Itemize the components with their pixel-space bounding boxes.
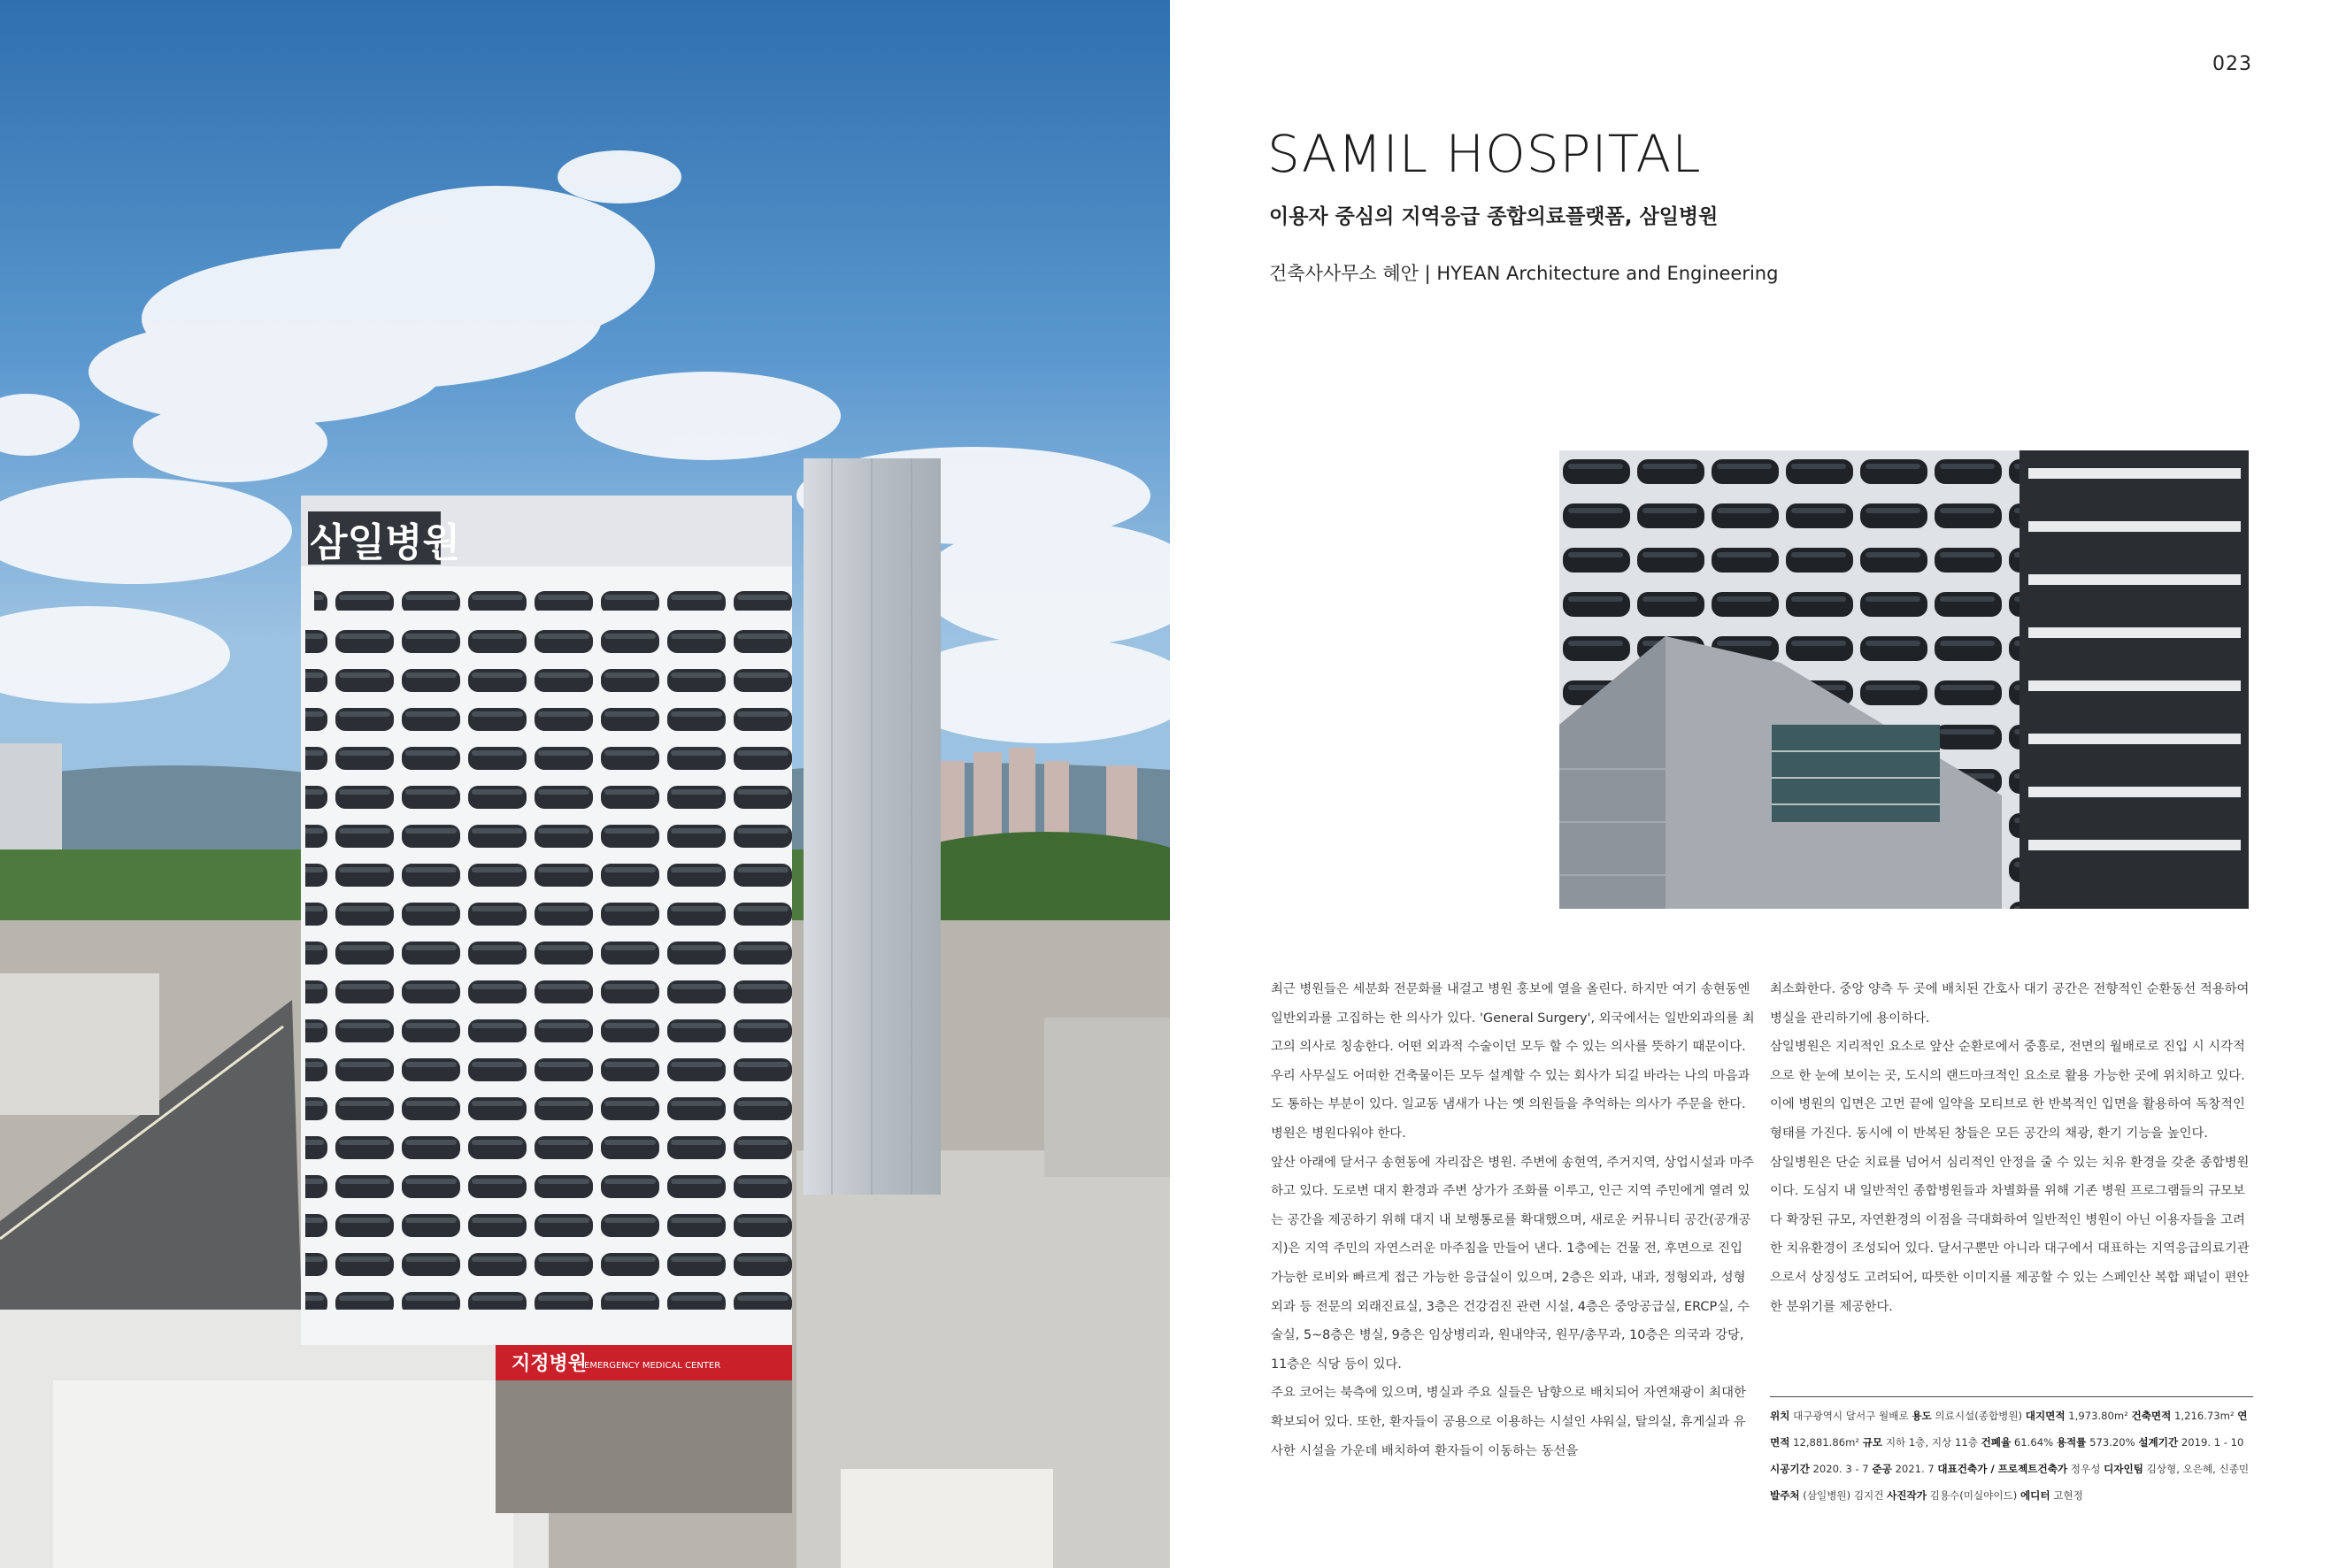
credit-value: (삼일병원) 김지건 [1799,1489,1888,1502]
ground-sign: 지정병원 [512,1353,588,1375]
credit-item [1887,1489,2020,1502]
body-paragraph: 삼일병원은 단순 치료를 넘어서 심리적인 안정을 줄 수 있는 치유 환경을 갖춘 종합병원이다. 도심지 내 일반적인 종합병원들과 차별화를 위해 기존 병원 프로그램들의 규모보다 확장된 규모, 자연환경의 이점을 극대화하여 일반적인 병원이 아닌 이용자들을 고려한 치유환경이 조성되어 있다. 달서구뿐만 아니라 대구에서 대표하는 지역응급의료기관으로서 상징성도 고려되어, 따뜻한 이미지를 제공할 수 있는 스페인산 복합 패널이 편안한 분위기를 제공한다. [1770,1155,2250,1314]
credit-label: 용적률 [2056,1436,2087,1449]
credit-value: 김용수(미실야이드) [1926,1489,2020,1502]
credit-item [2104,1463,2249,1475]
credit-label: 규모 [1862,1436,1883,1449]
credit-label: 준공 [1872,1463,1892,1475]
body-paragraph: 주요 코어는 북측에 있으며, 병실과 주요 실들은 남향으로 배치되어 자연채광이 최대한 확보되어 있다. 또한, 환자들이 공용으로 이용하는 시설인 샤워실, 탈의실, 휴게실과 유사한 시설을 가운데 배치하여 환자들이 이동하는 동선을 [1271,1386,1746,1458]
credit-value: 고현정 [2050,1489,2083,1502]
credit-label: 위치 [1770,1410,1790,1422]
body-paragraph: 최근 병원들은 세분화 전문화를 내걸고 병원 홍보에 열을 올린다. 하지만 여기 송현동엔 일반외과를 고집하는 한 의사가 있다. 'General Surgery', 외국에서는 일반외과의를 최고의 의사로 칭송한다. 어떤 외과적 수술이던 모두 할 수 있는 의사를 뜻하기 때문이다. 우리 사무실도 어떠한 건축물이든 모두 설계할 수 있는 회사가 되길 바라는 나의 마음과도 통하는 부분이 있다. 일교동 냄새가 나는 옛 의원들을 추억하는 의사가 주문을 한다. 병원은 병원다워야 한다. [1271,982,1755,1141]
credit-item [2020,1489,2083,1502]
credits-divider [1770,1396,2253,1397]
credit-value: 12,881.86m² [1789,1436,1863,1449]
page-subtitle: 이용자 중심의 지역응급 종합의료플랫폼, 삼일병원 [1269,205,1719,228]
credit-label: 사진작가 [1887,1489,1927,1502]
emergency-sign: EMERGENCY MEDICAL CENTER [584,1361,721,1371]
credit-item [1872,1463,1937,1475]
rooftop-sign: 삼일병원 [310,520,461,565]
credit-item [1937,1463,2104,1475]
credit-label: 디자인팀 [2104,1463,2143,1475]
body-text-right-column [1770,975,2255,1321]
body-paragraph: 최소화한다. 중앙 양측 두 곳에 배치된 간호사 대기 공간은 전향적인 순환동선 적용하여 병실을 관리하기에 용이하다. [1770,982,2250,1026]
credit-label: 설계기간 [2138,1436,2179,1449]
credit-item [1770,1463,1872,1475]
credit-item [1981,1436,2057,1449]
credit-value: 의료시설(종합병원) [1931,1410,2026,1422]
credit-item [2138,1436,2243,1449]
body-paragraph: 삼일병원은 지리적인 요소로 앞산 순환로에서 중흥로, 전면의 월배로로 진입 시 시각적으로 한 눈에 보이는 곳, 도시의 랜드마크적인 요소로 활용 가능한 곳에 위치하고 있다. 이에 병원의 입면은 고먼 끝에 일약을 모티브로 한 반복적인 입면을 활용하여 독창적인 형태를 가진다. 동시에 이 반복된 창들은 모든 공간의 채광, 환기 기능을 높인다. [1770,1040,2245,1141]
credit-value: 61.64% [2011,1436,2057,1449]
credit-value: 지하 1층, 지상 11층 [1882,1436,1981,1449]
credit-label: 건폐율 [1981,1436,2012,1449]
body-text-left-column [1271,975,1756,1465]
credit-label: 에디터 [2019,1489,2050,1502]
credit-item [2026,1410,2132,1422]
credit-value: 1,216.73m² [2171,1410,2238,1422]
credit-value: 김상형, 오은혜, 신종민 [2143,1463,2250,1475]
credit-item [1770,1489,1887,1502]
architect-credit: 건축사사무소 혜안 | HYEAN Architecture and Engineering [1269,263,1779,284]
credit-label: 대지면적 [2025,1410,2066,1422]
credit-value: 2020. 3 - 7 [1809,1463,1873,1475]
project-credits [1770,1403,2253,1509]
credit-label: 용도 [1912,1410,1932,1422]
credit-value: 2019. 1 - 10 [2178,1436,2244,1449]
credit-label: 대표건축가 / 프로젝트건축가 [1937,1463,2068,1475]
credit-item [2057,1436,2139,1449]
credit-label: 연면적 [1770,1410,2248,1449]
credit-label: 시공기간 [1770,1463,1810,1475]
credit-value: 2021. 7 [1891,1463,1938,1475]
page-number: 023 [2212,53,2252,75]
credit-label: 건축면적 [2131,1410,2172,1422]
body-paragraph: 앞산 아래에 달서구 송현동에 자리잡은 병원. 주변에 송현역, 주거지역, 상업시설과 마주하고 있다. 도로변 대지 환경과 주변 상가가 조화를 이루고, 인근 지역 주민에게 열려 있는 공간을 제공하기 위해 대지 내 보행통로를 확대했으며, 새로운 커뮤니티 공간(공개공지)은 지역 주민의 자연스러운 마주침을 만들어 낸다. 1층에는 건물 전, 후면으로 진입 가능한 로비와 빠르게 접근 가능한 응급실이 있으며, 2층은 외과, 내과, 정형외과, 성형외과 등 전문의 외래진료실, 3층은 건강검진 관련 시설, 4층은 중앙공급실, ERCP실, 수술실, 5~8층은 병실, 9층은 임상병리과, 원내약국, 원무/총무과, 10층은 의국과 강당, 11층은 식당 등이 있다. [1271,1155,1755,1372]
facade-detail-photo [1559,450,2249,909]
credit-item [1912,1410,2025,1422]
credit-value: 대구광역시 달서구 월배로 [1789,1410,1912,1422]
credit-item [1863,1436,1981,1449]
credit-value: 1,973.80m² [2065,1410,2132,1422]
page-title: SAMIL HOSPITAL [1267,124,1702,184]
credit-value: 정우성 [2067,1463,2104,1475]
credit-value: 573.20% [2086,1436,2139,1449]
credit-label: 발주처 [1770,1489,1800,1502]
credit-item [2132,1410,2238,1422]
credit-item [1770,1410,1912,1422]
